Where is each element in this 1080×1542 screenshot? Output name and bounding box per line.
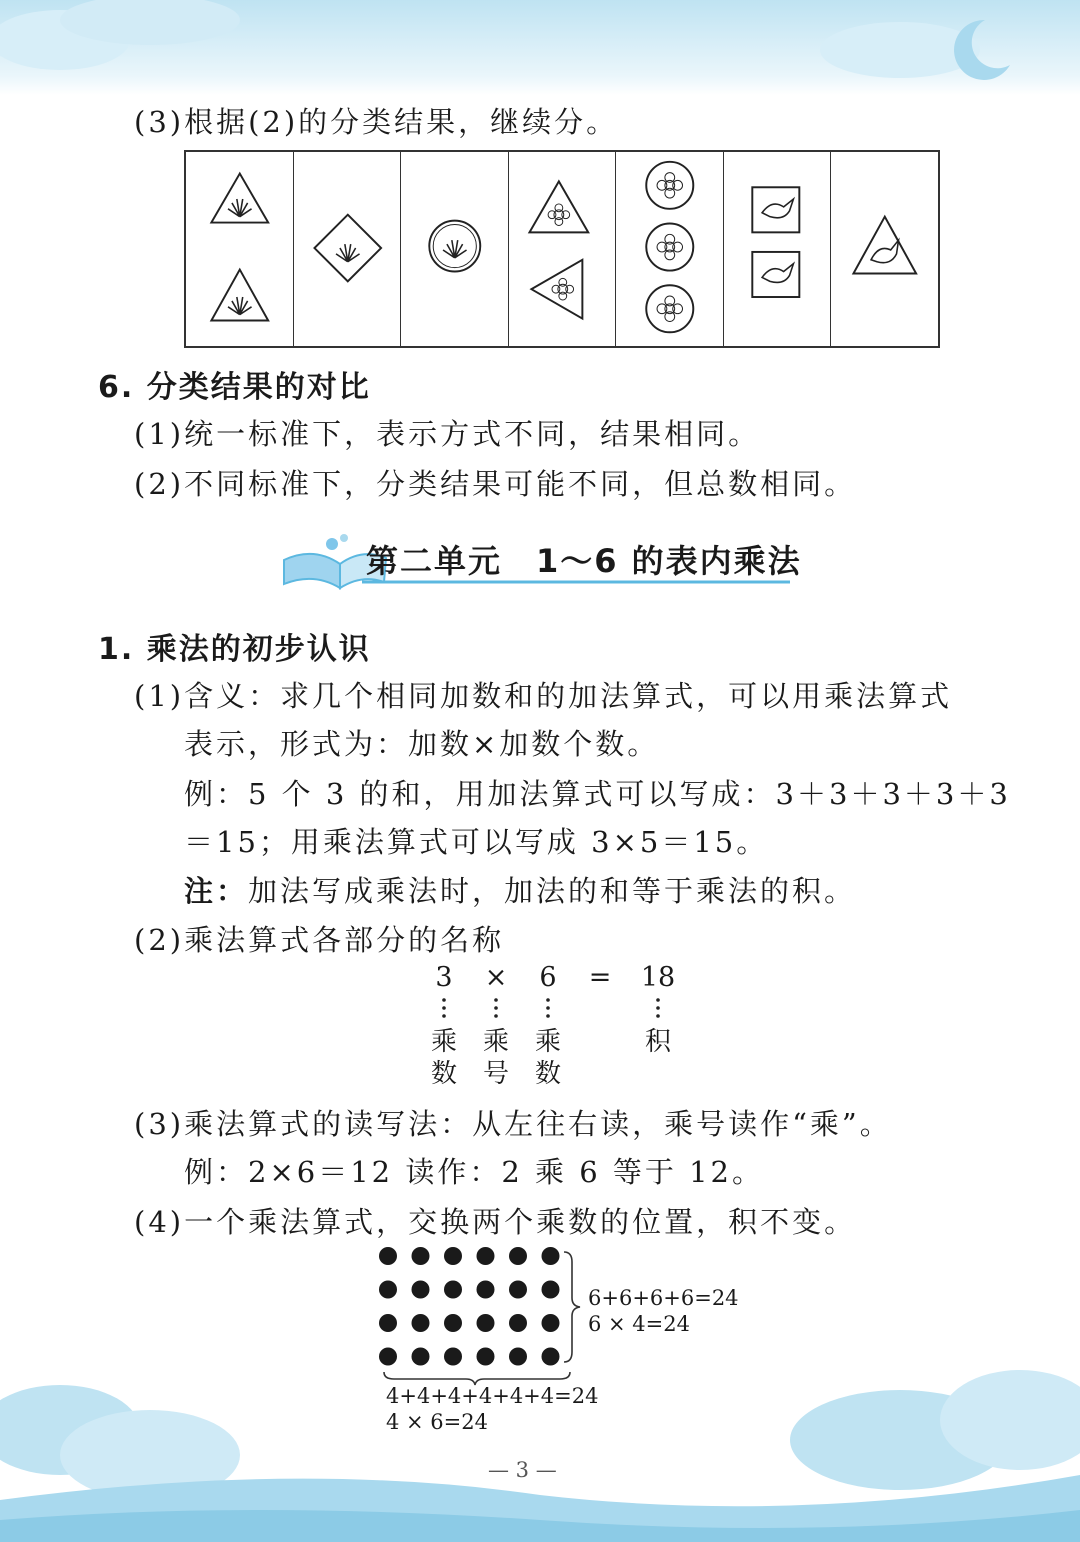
dot <box>509 1314 527 1332</box>
note-text: 加法写成乘法时，加法的和等于乘法的积。 <box>248 874 857 908</box>
item2: (2)乘法算式各部分的名称 <box>134 923 505 957</box>
triangle-grass-icon <box>211 174 268 223</box>
triangle-flower-icon <box>529 181 588 232</box>
diamond-grass-icon <box>314 215 381 282</box>
product: 18 <box>640 962 676 993</box>
section6-title: 6. 分类结果的对比 <box>98 370 371 405</box>
label-times-sign: 乘号 <box>482 1027 509 1089</box>
label-product: 积 <box>644 1027 671 1057</box>
dot <box>477 1247 495 1265</box>
dot <box>477 1314 495 1332</box>
example3: 例：2×6＝12 读作：2 乘 6 等于 12。 <box>184 1155 764 1189</box>
dot <box>379 1314 397 1332</box>
dot <box>379 1281 397 1299</box>
sky-header-decoration <box>0 0 1080 95</box>
dot <box>444 1247 462 1265</box>
dot <box>444 1281 462 1299</box>
table-cell-6 <box>724 152 832 346</box>
dot <box>444 1314 462 1332</box>
moon-icon <box>954 20 1010 80</box>
table-cell-3 <box>401 152 509 346</box>
example1-line2: ＝15；用乘法算式可以写成 3×5＝15。 <box>184 825 769 859</box>
triangle-flower-icon <box>531 260 582 319</box>
equals-sign: = <box>588 962 612 993</box>
triangle-bird-icon <box>854 217 917 274</box>
factor-b: 6 <box>539 962 557 993</box>
table-cell-7 <box>831 152 938 346</box>
shape-classification-table <box>184 150 940 348</box>
cloud-footer-decoration <box>0 1360 1080 1542</box>
item4: (4)一个乘法算式，交换两个乘数的位置，积不变。 <box>134 1205 857 1239</box>
circle-flower-icon <box>647 162 694 209</box>
triangle-grass-icon <box>211 270 268 321</box>
item1-line1: (1)含义：求几个相同加数和的加法算式，可以用乘法算式 <box>134 679 953 713</box>
section6-item1: (1)统一标准下，表示方式不同，结果相同。 <box>134 417 761 451</box>
dot <box>379 1247 397 1265</box>
square-bird-icon <box>752 252 799 297</box>
dot <box>542 1281 560 1299</box>
section6-item2: (2)不同标准下，分类结果可能不同，但总数相同。 <box>134 467 857 501</box>
table-cell-4 <box>509 152 617 346</box>
table-cell-1 <box>186 152 294 346</box>
dot-array <box>372 1244 592 1374</box>
circle-grass-icon <box>429 221 480 272</box>
times-sign: × <box>484 962 508 993</box>
dot <box>412 1247 430 1265</box>
bottom-equation-1: 4+4+4+4+4+4=24 <box>386 1384 599 1408</box>
right-equation-2: 6 × 4=24 <box>588 1312 690 1336</box>
dot <box>477 1281 495 1299</box>
item3: (3)乘法算式的读写法：从左往右读，乘号读作“乘”。 <box>134 1107 892 1141</box>
circle-flower-icon <box>647 285 694 332</box>
dot <box>542 1314 560 1332</box>
factor-a: 3 <box>435 962 453 993</box>
note-line <box>184 869 856 910</box>
example1-line1: 例：5 个 3 的和，用加法算式可以写成：3＋3＋3＋3＋3 <box>184 777 1011 811</box>
unit-banner <box>280 530 802 590</box>
label-factor-b: 乘数 <box>534 1027 561 1089</box>
page-number: — 3 — <box>488 1458 557 1482</box>
table-cell-5 <box>616 152 724 346</box>
section5-item3: (3)根据(2)的分类结果，继续分。 <box>134 105 619 139</box>
circle-flower-icon <box>647 224 694 271</box>
bottom-equation-2: 4 × 6=24 <box>386 1410 488 1434</box>
item1-line2: 表示，形式为：加数×加数个数。 <box>184 727 660 761</box>
dot <box>412 1314 430 1332</box>
dot <box>542 1247 560 1265</box>
table-cell-2 <box>294 152 402 346</box>
dot <box>509 1281 527 1299</box>
label-factor-a: 乘数 <box>430 1027 457 1089</box>
note-label: 注： <box>184 874 249 908</box>
square-bird-icon <box>752 187 799 232</box>
right-equation-1: 6+6+6+6=24 <box>588 1286 739 1310</box>
right-brace <box>560 1250 584 1364</box>
unit-title: 第二单元 1～6 的表内乘法 <box>366 542 802 580</box>
section1-title: 1. 乘法的初步认识 <box>98 632 371 667</box>
dot <box>509 1247 527 1265</box>
dotted-connectors <box>420 996 720 1026</box>
dot <box>412 1281 430 1299</box>
